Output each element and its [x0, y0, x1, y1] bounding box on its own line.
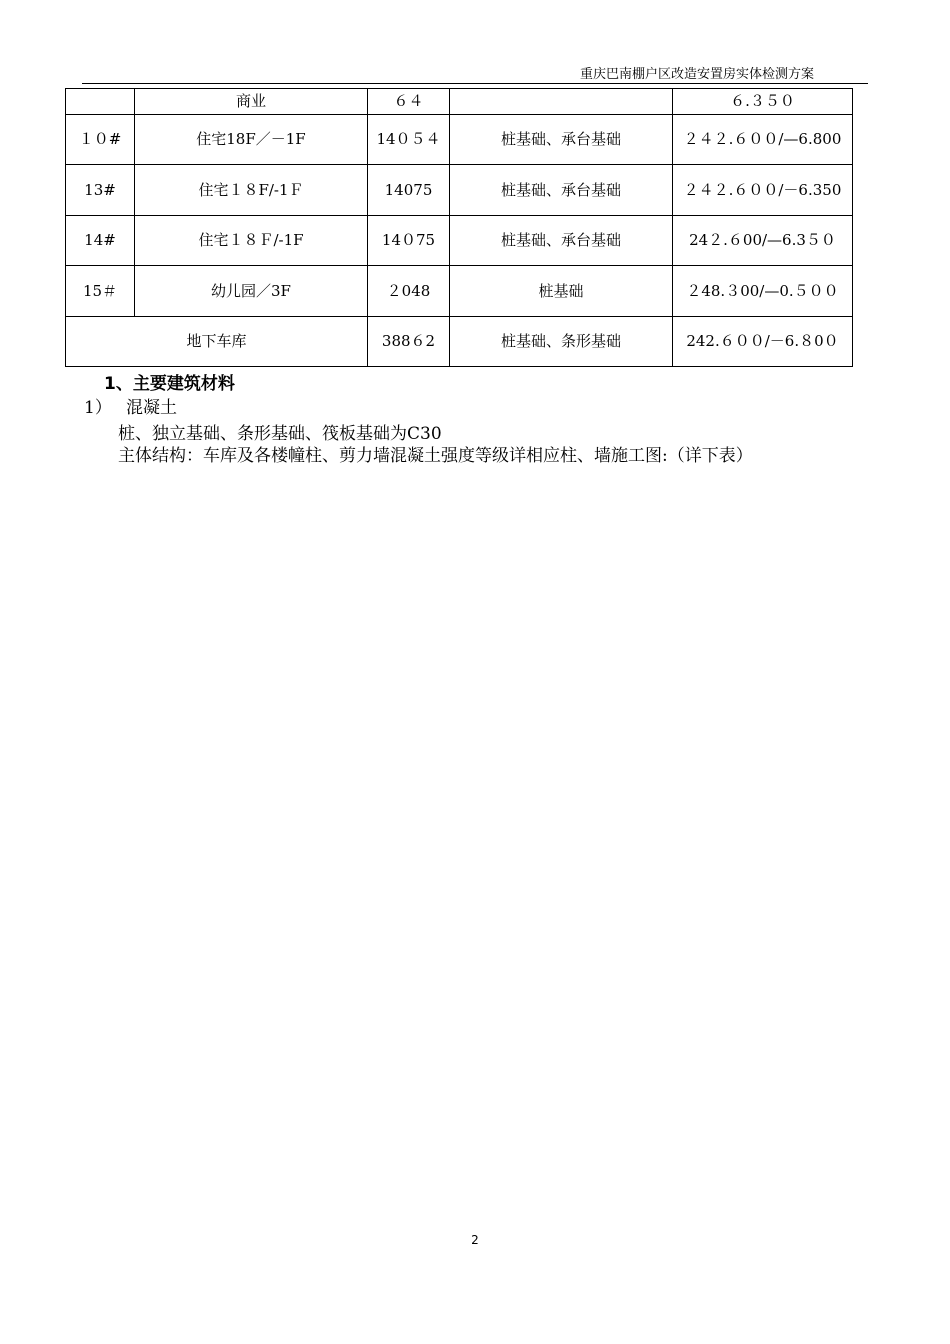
table-row [66, 165, 853, 216]
cell-building-no: 14# [66, 216, 135, 266]
table-row [66, 216, 853, 266]
cell-foundation: 桩基础 [450, 266, 673, 317]
cell-area: 14０５４ [368, 115, 450, 165]
table-row [66, 266, 853, 317]
cell-foundation: 桩基础、承台基础 [450, 115, 673, 165]
subsection-number: 1） [84, 398, 112, 418]
cell-building-no: 15＃ [66, 266, 135, 317]
table-row [66, 317, 853, 367]
cell-area: 14０75 [368, 216, 450, 266]
table-row [66, 89, 853, 115]
subsection-title: 混凝土 [126, 398, 177, 418]
cell-building-no [66, 89, 135, 115]
cell-building-name: 住宅18F／－1F [135, 115, 368, 165]
cell-elevation: ２48.３00/—0.５００ [673, 266, 853, 317]
cell-elevation: 242.６００/－6.８0０ [673, 317, 853, 367]
running-header: 重庆巴南棚户区改造安置房实体检测方案 [579, 67, 814, 82]
cell-area: 388６2 [368, 317, 450, 367]
cell-building-no: １０# [66, 115, 135, 165]
paragraph-main-structure: 主体结构：车库及各楼幢柱、剪力墙混凝土强度等级详相应柱、墙施工图:（详下表） [118, 446, 753, 466]
subsection-heading [84, 393, 177, 418]
cell-elevation: ２４２.６００/—6.800 [673, 115, 853, 165]
cell-elevation: 24２.６00/—6.3５０ [673, 216, 853, 266]
cell-building-name: 住宅１８F/-1Ｆ [135, 165, 368, 216]
cell-foundation [450, 89, 673, 115]
table-row [66, 115, 853, 165]
cell-area: ６４ [368, 89, 450, 115]
page-number: 2 [471, 1233, 479, 1247]
header-rule [82, 83, 868, 84]
building-foundation-table [65, 88, 853, 367]
cell-elevation: ２４２.６００/－6.350 [673, 165, 853, 216]
cell-foundation: 桩基础、承台基础 [450, 216, 673, 266]
cell-foundation: 桩基础、条形基础 [450, 317, 673, 367]
cell-building-name: 地下车库 [66, 317, 368, 367]
section-heading: 1、主要建筑材料 [104, 374, 235, 394]
cell-building-name: 住宅１８Ｆ/-1F [135, 216, 368, 266]
cell-building-name: 商业 [135, 89, 368, 115]
cell-area: ２048 [368, 266, 450, 317]
cell-building-name: 幼儿园／3F [135, 266, 368, 317]
cell-area: 14075 [368, 165, 450, 216]
cell-elevation: ６.３５０ [673, 89, 853, 115]
cell-foundation: 桩基础、承台基础 [450, 165, 673, 216]
paragraph-foundation-concrete: 桩、独立基础、条形基础、筏板基础为C30 [118, 424, 442, 444]
cell-building-no: 13# [66, 165, 135, 216]
